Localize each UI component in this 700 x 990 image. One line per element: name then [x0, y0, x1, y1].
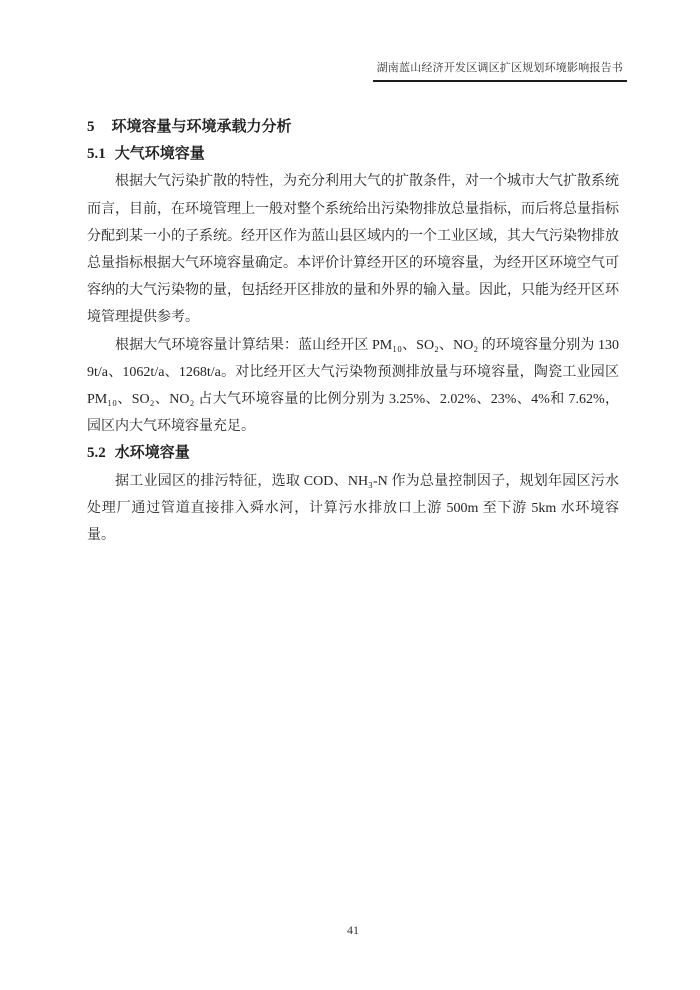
chapter-heading: [87, 114, 619, 141]
section-heading-5-2: [87, 440, 619, 467]
paragraph-water-capacity: 据工业园区的排污特征，选取 COD、NH₃-N 作为总量控制因子，规划年园区污水处理厂通过管道直接排入舜水河，计算污水排放口上游 500m 至下游 5km 水环境容量。: [87, 473, 619, 544]
paragraph-air-capacity-intro: 根据大气污染扩散的特性，为充分利用大气的扩散条件，对一个城市大气扩散系统而言，目前，在环境管理上一般对整个系统给出污染物排放总量指标，而后将总量指标分配到某一小的子系统。经开区作为蓝山县区域内的一个工业区域，其大气污染物排放总量指标根据大气环境容量确定。本评价计算经开区的环境容量，为经开区环境空气可容纳的大气污染物的量，包括经开区排放的量和外界的输入量。因此，只能为经开区环境管理提供参考。: [87, 174, 619, 326]
chapter-number: 5: [87, 119, 95, 135]
chapter-title: 环境容量与环境承载力分析: [111, 119, 292, 135]
paragraph-air-capacity-results: 根据大气环境容量计算结果：蓝山经开区 PM₁₀、SO₂、NO₂ 的环境容量分别为 1309t/a、1062t/a、1268t/a。对比经开区大气污染物预测排放量与环境容量，陶瓷工业园区 PM₁₀、SO₂、NO₂ 占大气环境容量的比例分别为 3.25%、2.02%、23%、4%和 7.62%，园区内大气环境容量充足。: [87, 337, 619, 435]
section-title-5-1: 大气环境容量: [114, 146, 205, 163]
section-number-5-2: 5.2: [87, 445, 106, 462]
document-body: [87, 114, 619, 549]
running-head-title: 湖南蓝山经济开发区调区扩区规划环境影响报告书: [373, 61, 627, 82]
section-heading-5-1: [87, 141, 619, 168]
page-number: 41: [347, 923, 359, 937]
section-number-5-1: 5.1: [87, 146, 106, 163]
section-title-5-2: 水环境容量: [114, 445, 190, 462]
